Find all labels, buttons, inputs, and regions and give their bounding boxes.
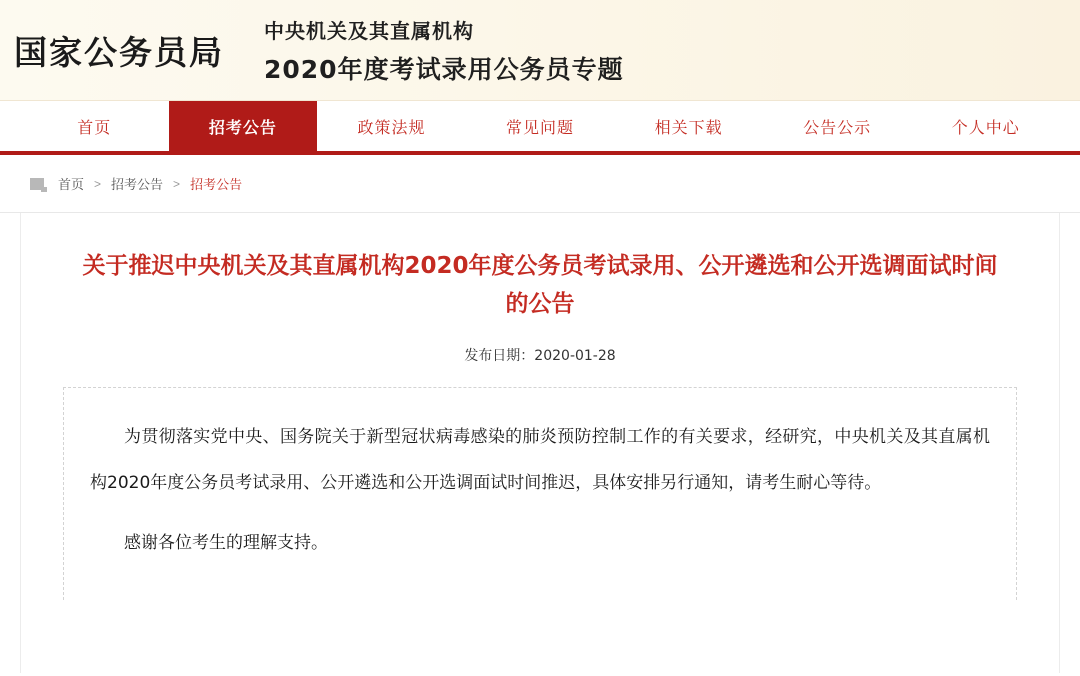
content-wrapper [0,213,1080,673]
page-title: 2020年度考试录用公务员专题 [264,54,624,84]
breadcrumb-item-announcements[interactable]: 招考公告 [111,178,164,193]
nav-item-policies[interactable]: 政策法规 [357,117,426,137]
article-paragraph: 感谢各位考生的理解支持。 [124,533,328,553]
page-subtitle: 中央机关及其直属机构 [264,18,474,43]
article-card [20,213,1060,673]
breadcrumb-separator: > [94,176,102,191]
article-body [63,387,1017,600]
page-icon [30,178,44,190]
breadcrumb-item-home[interactable]: 首页 [58,178,85,193]
breadcrumb [0,155,1080,213]
nav-item-downloads[interactable]: 相关下载 [654,117,723,137]
nav-item-faq[interactable]: 常见问题 [506,117,575,137]
article-paragraph: 为贯彻落实党中央、国务院关于新型冠状病毒感染的肺炎预防控制工作的有关要求，经研究，中央机关及其直属机构2020年度公务员考试录用、公开遴选和公开选调面试时间推迟，具体安排另行通知，请考生耐心等待。 [90,427,990,493]
nav-item-notices[interactable]: 公告公示 [803,117,872,137]
site-logo[interactable] [0,27,250,74]
article-title: 关于推迟中央机关及其直属机构2020年度公务员考试录用、公开遴选和公开选调面试时间的公告 [82,253,998,317]
nav-item-personal-center[interactable]: 个人中心 [951,117,1020,137]
logo-text: 国家公务员局 [14,32,224,72]
nav-item-announcements[interactable]: 招考公告 [169,101,318,151]
site-title-block [250,15,624,86]
breadcrumb-item-current: 招考公告 [190,178,243,193]
breadcrumb-separator: > [173,176,181,191]
article-publish-date: 发布日期：2020-01-28 [464,348,616,364]
main-navigation [0,101,1080,155]
site-header [0,0,1080,101]
nav-item-home[interactable]: 首页 [77,117,112,137]
